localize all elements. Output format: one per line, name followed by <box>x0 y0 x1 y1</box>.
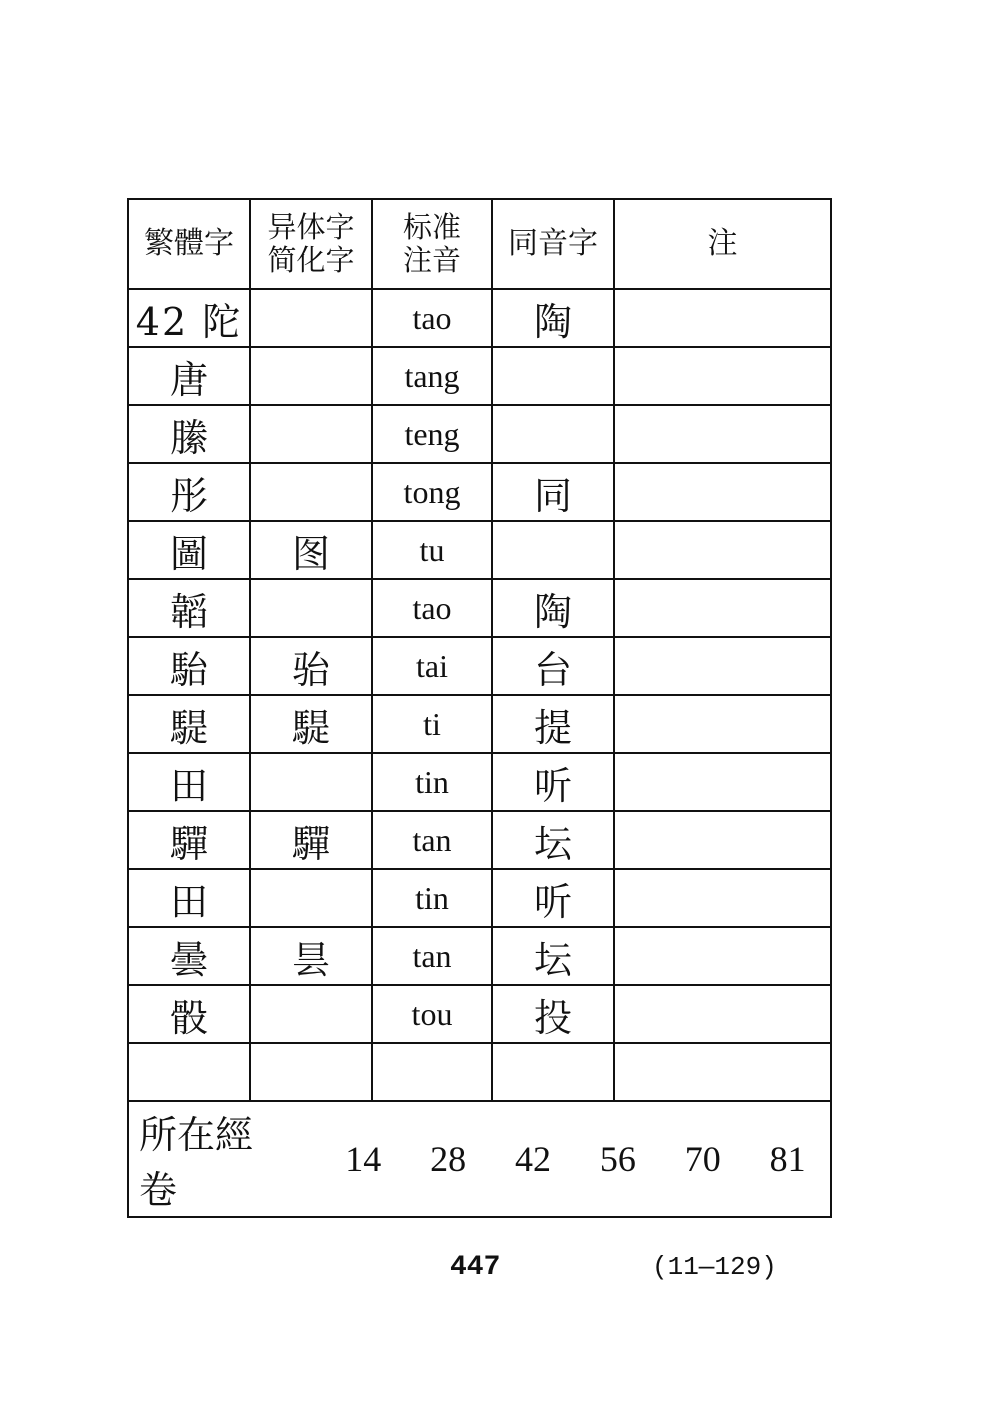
header-homophone: 同音字 <box>492 199 614 289</box>
pinyin-cell: tai <box>372 637 492 695</box>
variant-cell <box>250 869 372 927</box>
pinyin-cell: tan <box>372 811 492 869</box>
pinyin-cell <box>372 1043 492 1101</box>
traditional-cell: 韜 <box>128 579 250 637</box>
homophone-cell <box>492 521 614 579</box>
homophone-cell: 坛 <box>492 811 614 869</box>
pinyin-cell: tin <box>372 753 492 811</box>
table-row <box>128 463 831 521</box>
traditional-cell: 田 <box>128 869 250 927</box>
table-row <box>128 579 831 637</box>
variant-cell <box>250 347 372 405</box>
table-row <box>128 521 831 579</box>
traditional-cell: 田 <box>128 753 250 811</box>
table-row <box>128 637 831 695</box>
table-row <box>128 811 831 869</box>
traditional-cell: 駘 <box>128 637 250 695</box>
note-cell <box>614 1043 831 1101</box>
pinyin-cell: tu <box>372 521 492 579</box>
table-row <box>128 927 831 985</box>
homophone-cell <box>492 347 614 405</box>
pinyin-cell: tan <box>372 927 492 985</box>
table-row <box>128 869 831 927</box>
variant-cell: 骀 <box>250 637 372 695</box>
volume-label: 所在經卷 <box>139 1113 254 1212</box>
note-cell <box>614 811 831 869</box>
variant-cell: 昙 <box>250 927 372 985</box>
homophone-cell: 提 <box>492 695 614 753</box>
traditional-cell: 骰 <box>128 985 250 1043</box>
pinyin-cell: tong <box>372 463 492 521</box>
volume-number: 70 <box>684 1139 721 1179</box>
note-cell <box>614 985 831 1043</box>
header-pinyin <box>372 199 492 289</box>
traditional-cell: 驒 <box>128 811 250 869</box>
table-row <box>128 1043 831 1101</box>
note-cell <box>614 637 831 695</box>
variant-cell: 騠 <box>250 695 372 753</box>
note-cell <box>614 289 831 347</box>
volume-number: 81 <box>769 1139 806 1179</box>
table-row <box>128 347 831 405</box>
header-row <box>128 199 831 289</box>
pinyin-cell: tin <box>372 869 492 927</box>
homophone-cell: 听 <box>492 869 614 927</box>
note-cell <box>614 695 831 753</box>
traditional-cell: 唐 <box>128 347 250 405</box>
volume-footer-cell <box>128 1101 831 1217</box>
volume-number: 14 <box>345 1139 382 1179</box>
variant-cell <box>250 985 372 1043</box>
note-cell <box>614 869 831 927</box>
table-row <box>128 695 831 753</box>
variant-cell: 图 <box>250 521 372 579</box>
variant-cell <box>250 753 372 811</box>
pinyin-cell: teng <box>372 405 492 463</box>
table-row <box>128 405 831 463</box>
volume-number: 56 <box>599 1139 636 1179</box>
volume-list <box>139 1104 830 1214</box>
traditional-cell: 彤 <box>128 463 250 521</box>
variant-cell <box>250 405 372 463</box>
variant-cell: 驒 <box>250 811 372 869</box>
variant-cell <box>250 463 372 521</box>
note-cell <box>614 521 831 579</box>
header-traditional: 繁體字 <box>128 199 250 289</box>
homophone-cell: 听 <box>492 753 614 811</box>
character-table <box>127 198 832 1218</box>
note-cell <box>614 463 831 521</box>
header-variant-line1: 异体字 <box>267 209 355 244</box>
variant-cell <box>250 289 372 347</box>
homophone-cell <box>492 1043 614 1101</box>
note-cell <box>614 405 831 463</box>
homophone-cell: 陶 <box>492 579 614 637</box>
pinyin-cell: tou <box>372 985 492 1043</box>
header-pinyin-line1: 标准 <box>402 209 461 244</box>
traditional-cell: 圖 <box>128 521 250 579</box>
homophone-cell: 台 <box>492 637 614 695</box>
volume-number: 42 <box>514 1139 551 1179</box>
footer-row <box>128 1101 831 1217</box>
pinyin-cell: tao <box>372 579 492 637</box>
traditional-cell: 曇 <box>128 927 250 985</box>
table-row <box>128 289 831 347</box>
note-cell <box>614 579 831 637</box>
page-reference: (11—129) <box>652 1252 777 1282</box>
variant-cell <box>250 1043 372 1101</box>
homophone-cell: 投 <box>492 985 614 1043</box>
homophone-cell: 坛 <box>492 927 614 985</box>
table-row <box>128 985 831 1043</box>
homophone-cell <box>492 405 614 463</box>
traditional-cell: 42 陀 <box>128 289 250 347</box>
header-pinyin-line2: 注音 <box>402 243 461 277</box>
homophone-cell: 陶 <box>492 289 614 347</box>
volume-number: 28 <box>430 1139 467 1179</box>
note-cell <box>614 927 831 985</box>
variant-cell <box>250 579 372 637</box>
homophone-cell: 同 <box>492 463 614 521</box>
traditional-cell: 騠 <box>128 695 250 753</box>
page-number: 447 <box>450 1252 501 1283</box>
note-cell <box>614 753 831 811</box>
header-variant <box>250 199 372 289</box>
pinyin-cell: tao <box>372 289 492 347</box>
table-row <box>128 753 831 811</box>
traditional-cell <box>128 1043 250 1101</box>
note-cell <box>614 347 831 405</box>
header-variant-line2: 简化字 <box>267 243 355 277</box>
pinyin-cell: tang <box>372 347 492 405</box>
header-note: 注 <box>614 199 831 289</box>
traditional-cell: 縢 <box>128 405 250 463</box>
character-table-container <box>127 198 830 1218</box>
pinyin-cell: ti <box>372 695 492 753</box>
